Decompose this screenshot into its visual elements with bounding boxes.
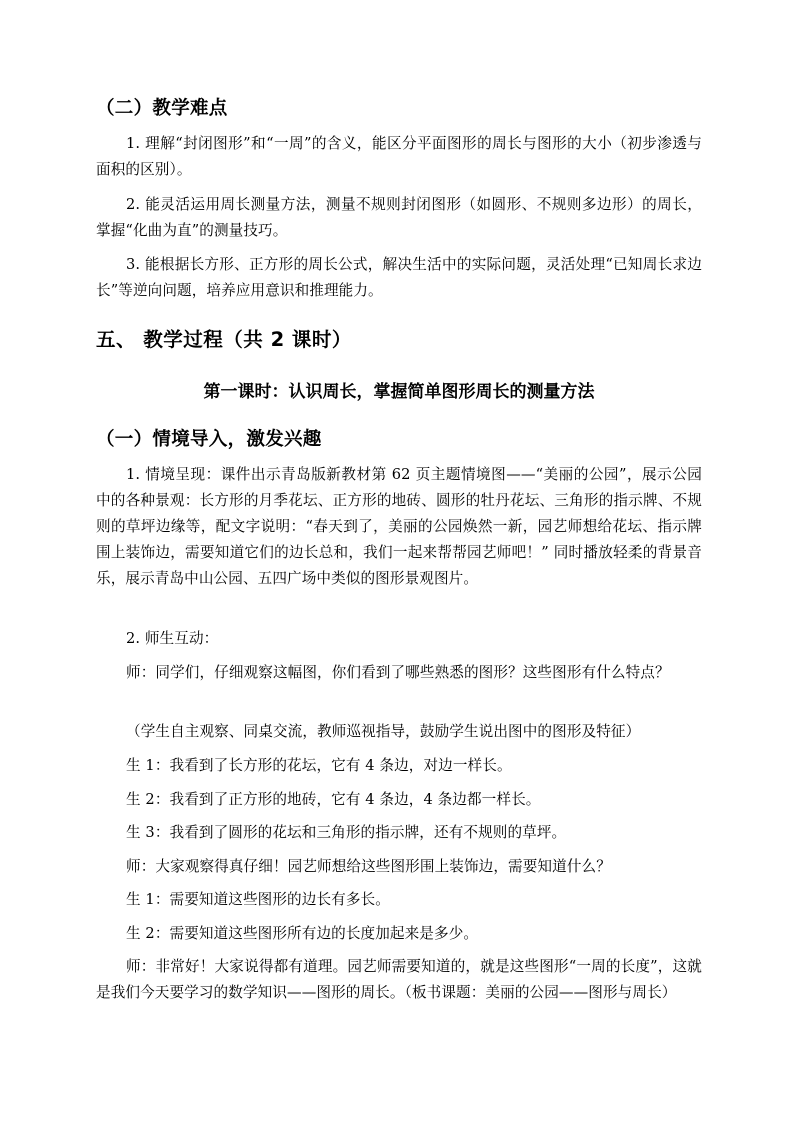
paragraph-teacher-2: 师：大家观察得真仔细！园艺师想给这些图形围上装饰边，需要知道什么？ bbox=[126, 858, 611, 875]
paragraph-student-answer-2: 生 2：需要知道这些图形所有边的长度加起来是多少。 bbox=[126, 925, 479, 942]
difficulty-item-2: 2. 能灵活运用周长测量方法，测量不规则封闭图形（如圆形、不规则多边形）的周长，掌握“化曲为直”的测量技巧。 bbox=[96, 196, 702, 239]
paragraph-interaction: 2. 师生互动： bbox=[126, 630, 219, 647]
paragraph-student-answer-1: 生 1：需要知道这些图形的边长有多长。 bbox=[126, 891, 390, 908]
lesson-title: 第一课时：认识周长，掌握简单图形周长的测量方法 bbox=[203, 382, 595, 402]
part-heading-intro: （一）情境导入，激发兴趣 bbox=[96, 429, 322, 450]
paragraph-student-activity: （学生自主观察、同桌交流，教师巡视指导，鼓励学生说出图中的图形及特征） bbox=[126, 723, 641, 740]
section-heading-difficulty: （二）教学难点 bbox=[96, 98, 228, 119]
paragraph-teacher-summary: 师：非常好！大家说得都有道理。园艺师需要知道的，就是这些图形“一周的长度”，这就是我们今天要学习的数学知识——图形的周长。（板书课题：美丽的公园——图形与周长） bbox=[96, 958, 702, 1001]
paragraph-student-2: 生 2：我看到了正方形的地砖，它有 4 条边，4 条边都一样长。 bbox=[126, 791, 541, 808]
paragraph-situation: 1. 情境呈现：课件出示青岛版新教材第 62 页主题情境图——“美丽的公园”，展示公园中的各种景观：长方形的月季花坛、正方形的地砖、圆形的牡丹花坛、三角形的指示牌、不规则的草坪边缘等，配文字说明：“春天到了，美丽的公园焕然一新，园艺师想给花坛、指示牌围上装饰边，需要知道它们的边长总和，我们一起来帮帮园艺师吧！” 同时播放轻柔的背景音乐，展示青岛中山公园、五四广场中类似的图形景观图片。 bbox=[96, 466, 702, 587]
section-heading-process: 五、 教学过程（共 2 课时） bbox=[96, 328, 352, 351]
paragraph-student-1: 生 1：我看到了长方形的花坛，它有 4 条边，对边一样长。 bbox=[126, 757, 512, 774]
difficulty-item-3: 3. 能根据长方形、正方形的周长公式，解决生活中的实际问题，灵活处理“已知周长求边长”等逆向问题，培养应用意识和推理能力。 bbox=[96, 256, 702, 299]
paragraph-student-3: 生 3：我看到了圆形的花坛和三角形的指示牌，还有不规则的草坪。 bbox=[126, 824, 567, 841]
difficulty-item-1: 1. 理解“封闭图形”和“一周”的含义，能区分平面图形的周长与图形的大小（初步渗透与面积的区别）。 bbox=[96, 135, 702, 178]
paragraph-teacher-1: 师：同学们，仔细观察这幅图，你们看到了哪些熟悉的图形？这些图形有什么特点？ bbox=[126, 664, 670, 681]
